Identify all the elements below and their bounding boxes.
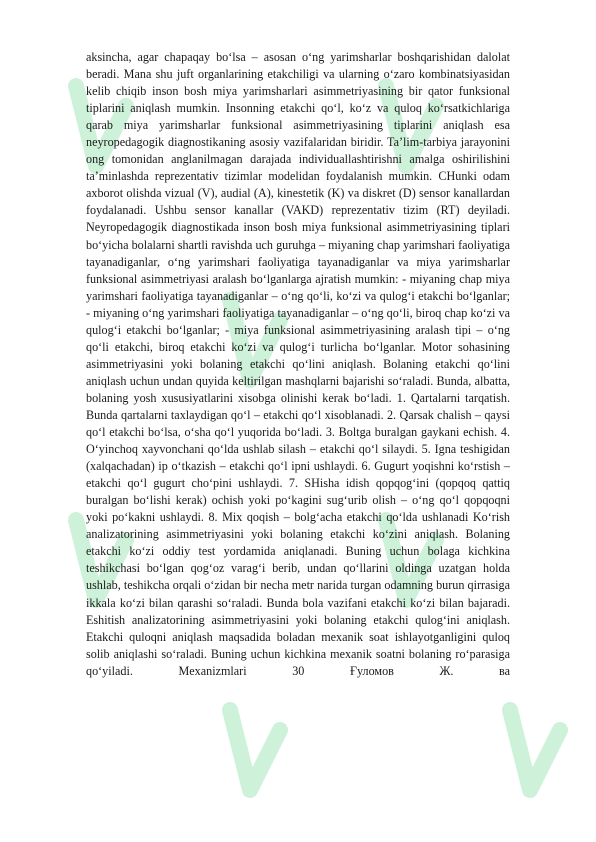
- body-paragraph: aksincha, agar chapaqay bo‘lsa – asosan o‘ng yarimsharlar boshqarishidan dalolat beradi. Mana shu juft organlarining etakchiligi va ularning o‘zaro kombinatsiyasidan kelib chiqib inson bosh miya yarimsharlari asimmetriyasining bir qator funksional tiplarini aniqlash mumkin. Insonning etakchi qo‘l, ko‘z va quloq ko‘rsatkichlariga qarab miya yarimsharlar funksional asimmetriyasining tiplarini aniqlash esa neyropedagogik diagnostikaning asosiy vazifalaridan biridir. Ta’lim-tarbiya jarayonini ong tomonidan anglanilmagan darajada individuallashtirishni amalga oshirilishini ta’minlashda reprezentativ tizimlar modelidan foydalanish mumkin. CHunki odam axborot olishda vizual (V), audial (A), kinestetik (K) va diskret (D) sensor kanallardan foydalanadi. Ushbu sensor kanallar (VAKD) reprezentativ tizim (RT) deyiladi. Neyropedagogik diagnostikada inson bosh miya funksional asimmetriyasining tiplari bo‘yicha bolalarni shartli ravishda uch guruhga – miyaning chap yarimshari faoliyatiga tayanadiganlar, o‘ng yarimshari faoliyatiga tayanadiganlar va miya yarimsharlar funksional asimmetriyasi aralash bo‘lganlarga ajratish mumkin: - miyaning chap miya yarimshari faoliyatiga tayanadiganlar – o‘ng qo‘li, ko‘zi va qulog‘i etakchi bo‘lganlar; - miyaning o‘ng yarimshari faoliyatiga tayanadiganlar – o‘ng qo‘li, biroq chap ko‘zi va qulog‘i etakchi bo‘lganlar; - miya funksional asimmetriyasining aralash tipi – o‘ng qo‘li etakchi, biroq etakchi ko‘zi va qulog‘i turlicha bo‘lganlar. Motor sohasining asimmetriyasini yoki bolaning etakchi qo‘lini aniqlash. Bolaning etakchi qo‘lini aniqlash uchun undan quyida keltirilgan mashqlarni bajarishi so‘raladi. Bunda, albatta, bolaning yosh xususiyatlarini xisobga olinishi kerak bo‘ladi. 1. Qartalarni tarqatish. Bunda qartalarni taxlaydigan qo‘l – etakchi qo‘l xisoblanadi. 2. Qarsak chalish – qaysi qo‘l etakchi bo‘lsa, o‘sha qo‘l yuqorida bo‘ladi. 3. Boltga buralgan gaykani echish. 4. O‘yinchoq xayvonchani qo‘lda ushlab silash – etakchi qo‘l silaydi. 5. Igna teshigidan (xalqachadan) ip o‘tkazish – etakchi qo‘l ipni ushlaydi. 6. Gugurt yoqishni ko‘rstish – etakchi qo‘l gugurt cho‘pini ushlaydi. 7. SHisha idish qopqog‘ini (qopqoq qattiq buralgan bo‘lishi kerak) ochish yoki po‘kagini sug‘urib olish – o‘ng qo‘l qopqoqni yoki po‘kakni ushlaydi. 8. Mix qoqish – bolg‘acha etakchi qo‘lda ushlanadi Ko‘rish analizatorining asimmetriyasini yoki bolaning etakchi ko‘zini aniqlash. Bolaning etakchi ko‘zi oddiy test yordamida aniqlanadi. Buning uchun bolaga kichkina teshikchasi bo‘lgan qog‘oz varag‘i berib, undan qo‘llarini oldinga uzatgan holda ushlab, teshikcha orqali o‘zidan bir necha metr narida turgan odamning burun qirrasiga ikkala ko‘zi bilan qarashi so‘raladi. Bunda bola vazifani etakchi ko‘zi bilan bajaradi. Eshitish analizatorining asimmetriyasini yoki bolaning etakchi qulog‘ini aniqlash. Etakchi quloqni aniqlash maqsadida boladan mexanik soat ishlayotganligini quloq solib aniqlashi so‘raladi. Buning uchun kichkina mexanik soatni bolaning ro‘parasiga qo‘yiladi. Mexanizmlari 30 Ғуломов Ж. ва: [86, 50, 510, 678]
- watermark-logo: [500, 700, 570, 800]
- watermark-logo: [220, 700, 290, 800]
